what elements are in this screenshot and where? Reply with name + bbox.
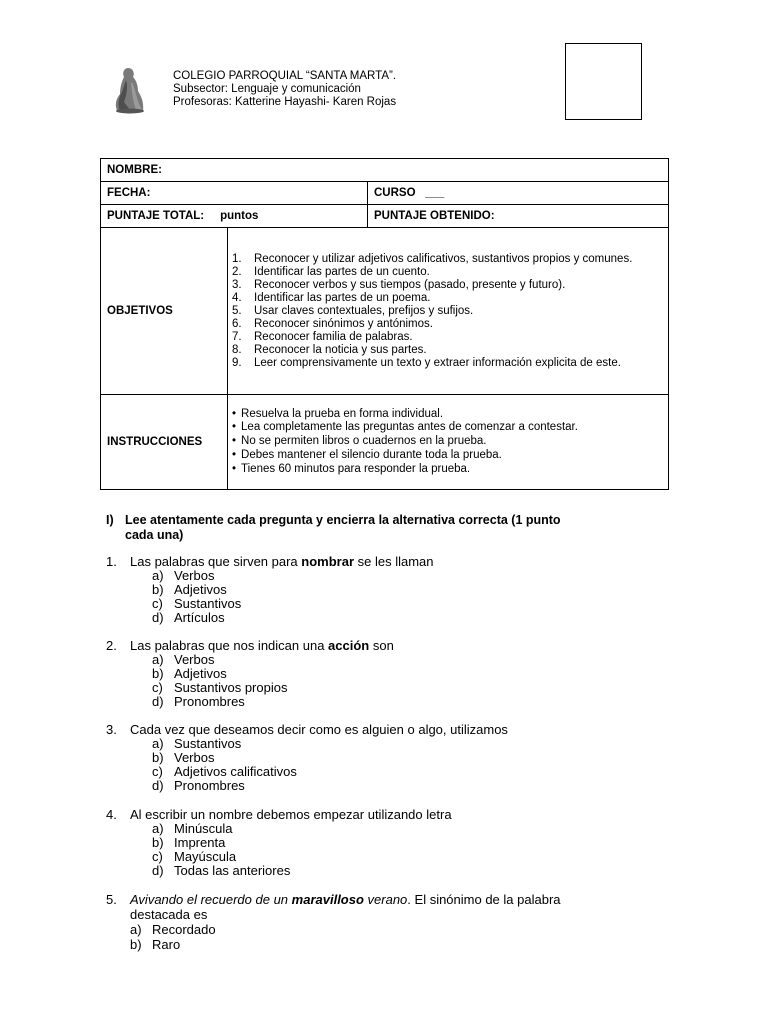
section-heading: I) Lee atentamente cada pregunta y encierra la alternativa correcta (1 punto cada una) [106,513,561,542]
objetivo-item: 4. Identificar las partes de un poema. [232,291,431,304]
option-b[interactable]: b) Adjetivos [152,582,227,597]
option-b[interactable]: b) Verbos [152,750,215,765]
question-1: 1. Las palabras que sirven para nombrar se les llaman a) Verbos b) Adjetivos c) Sustantivos d) Artículos [106,554,434,625]
puntaje-total-field[interactable]: PUNTAJE TOTAL: puntos [101,205,368,228]
curso-field[interactable]: CURSO ___ [368,182,669,205]
option-c[interactable]: c) Adjetivos calificativos [152,764,297,779]
objetivo-item: 5. Usar claves contextuales, prefijos y sufijos. [232,304,474,317]
option-a[interactable]: a) Verbos [152,568,215,583]
objetivo-item: 2. Identificar las partes de un cuento. [232,265,430,278]
instrucciones-label: INSTRUCCIONES [101,395,228,490]
objetivo-item: 3. Reconocer verbos y sus tiempos (pasado, presente y futuro). [232,278,566,291]
subsector: Subsector: Lenguaje y comunicación [173,83,361,95]
objetivos-list [232,253,662,370]
question-2: 2. Las palabras que nos indican una acción son a) Verbos b) Adjetivos c) Sustantivos propios d) Pronombres [106,638,394,709]
option-d[interactable]: d) Pronombres [152,694,245,709]
instruccion-item: • Resuelva la prueba en forma individual. [232,408,662,422]
option-a[interactable]: a) Sustantivos [152,736,242,751]
school-header [173,70,396,109]
option-b[interactable]: b) Imprenta [152,835,226,850]
nombre-field[interactable]: NOMBRE: [101,159,669,182]
instrucciones-list [232,408,662,477]
option-c[interactable]: c) Mayúscula [152,849,237,864]
instruccion-item: • Tienes 60 minutos para responder la prueba. [232,463,662,477]
option-a[interactable]: a) Minúscula [152,821,233,836]
objetivos-label: OBJETIVOS [101,228,228,395]
objetivo-item: 1. Reconocer y utilizar adjetivos calificativos, sustantivos propios y comunes. [232,252,633,265]
option-b[interactable]: b) Adjetivos [152,666,227,681]
objetivo-item: 6. Reconocer sinónimos y antónimos. [232,317,433,330]
option-d[interactable]: d) Pronombres [152,778,245,793]
school-name: COLEGIO PARROQUIAL “SANTA MARTA”. [173,70,397,82]
puntaje-obtenido-field[interactable]: PUNTAJE OBTENIDO: [368,205,669,228]
question-5: 5. Avivando el recuerdo de un maravilloso verano. El sinónimo de la palabra destacada es a) Recordado b) Raro [106,892,561,952]
option-d[interactable]: d) Todas las anteriores [152,863,291,878]
photo-box [565,43,642,120]
school-logo [108,66,148,114]
instrucciones-cell [228,395,669,490]
option-c[interactable]: c) Sustantivos propios [152,680,288,695]
option-b[interactable]: b) Raro [130,937,181,952]
teachers: Profesoras: Katterine Hayashi- Karen Rojas [173,96,397,108]
option-a[interactable]: a) Recordado [130,922,216,937]
fecha-field[interactable]: FECHA: [101,182,368,205]
option-d[interactable]: d) Artículos [152,610,225,625]
instruccion-item: • No se permiten libros o cuadernos en la prueba. [232,435,662,449]
option-c[interactable]: c) Sustantivos [152,596,242,611]
option-a[interactable]: a) Verbos [152,652,215,667]
instruccion-item: • Debes mantener el silencio durante toda la prueba. [232,449,662,463]
student-info-table [100,158,669,490]
question-3: 3. Cada vez que deseamos decir como es alguien o algo, utilizamos a) Sustantivos b) Verbos c) Adjetivos calificativos d) Pronombres [106,722,508,793]
objetivo-item: 9. Leer comprensivamente un texto y extraer información explicita de este. [232,356,621,369]
instruccion-item: • Lea completamente las preguntas antes de comenzar a contestar. [232,421,662,435]
objetivos-cell [228,228,669,395]
objetivo-item: 7. Reconocer familia de palabras. [232,330,413,343]
question-4: 4. Al escribir un nombre debemos empezar utilizando letra a) Minúscula b) Imprenta c) Mayúscula d) Todas las anteriores [106,807,452,878]
objetivo-item: 8. Reconocer la noticia y sus partes. [232,343,427,356]
